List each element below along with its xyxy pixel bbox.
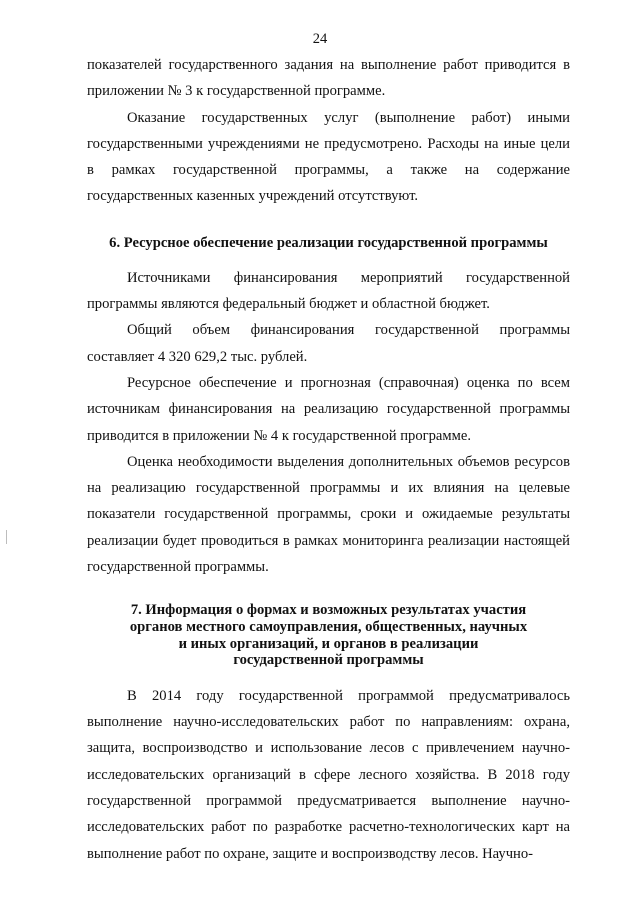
paragraph-research-works: В 2014 году государственной программой предусматривалось выполнение научно-исследовательских работ по направлениям: охрана, защита, воспроизводство и использование лесов с привлечением научно-исследовательских организаций в сфере лесного хозяйства. В 2018 году государственной программой предусматривается выполнение научно-исследовательских работ по разработке расчетно-технологических карт на выполнение работ по охране, защите и воспроизводству лесов. Научно-: [87, 687, 570, 862]
section-heading-7: [87, 602, 570, 668]
paragraph-state-services: Оказание государственных услуг (выполнение работ) иными государственными учреждениями не предусмотрено. Расходы на иные цели в рамках государственной программы, а также на содержание государственных казенных учреждений отсутствуют.: [87, 109, 570, 205]
paragraph-additional-resources: Оценка необходимости выделения дополнительных объемов ресурсов на реализацию государственной программы и их влияния на целевые показатели государственной программы, сроки и ожидаемые результаты реализации будет проводиться в рамках мониторинга реализации настоящей государственной программы.: [87, 453, 570, 576]
section-heading-7-line: 7. Информация о формах и возможных результатах участия: [130, 602, 527, 619]
scan-margin-mark: [6, 530, 7, 544]
document-body: [87, 52, 570, 867]
section-heading-7-line: и иных организаций, и органов в реализации: [178, 635, 479, 652]
page-number: 24: [312, 31, 328, 47]
paragraph-resource-estimate: Ресурсное обеспечение и прогнозная (справочная) оценка по всем источникам финансирования на реализацию государственной программы приводится в приложении № 4 к государственной программе.: [87, 374, 570, 444]
paragraph-total-funding: Общий объем финансирования государственной программы составляет 4 320 629,2 тыс. рублей.: [87, 322, 570, 365]
paragraph-continuation: показателей государственного задания на выполнение работ приводится в приложении № 3 к государственной программе.: [87, 57, 570, 100]
paragraph-funding-sources: Источниками финансирования мероприятий государственной программы являются федеральный бюджет и областной бюджет.: [87, 269, 570, 313]
section-heading-7-line: органов местного самоуправления, общественных, научных: [129, 618, 528, 635]
section-heading-6: 6. Ресурсное обеспечение реализации государственной программы: [109, 234, 548, 251]
section-heading-7-line: государственной программы: [233, 652, 424, 669]
